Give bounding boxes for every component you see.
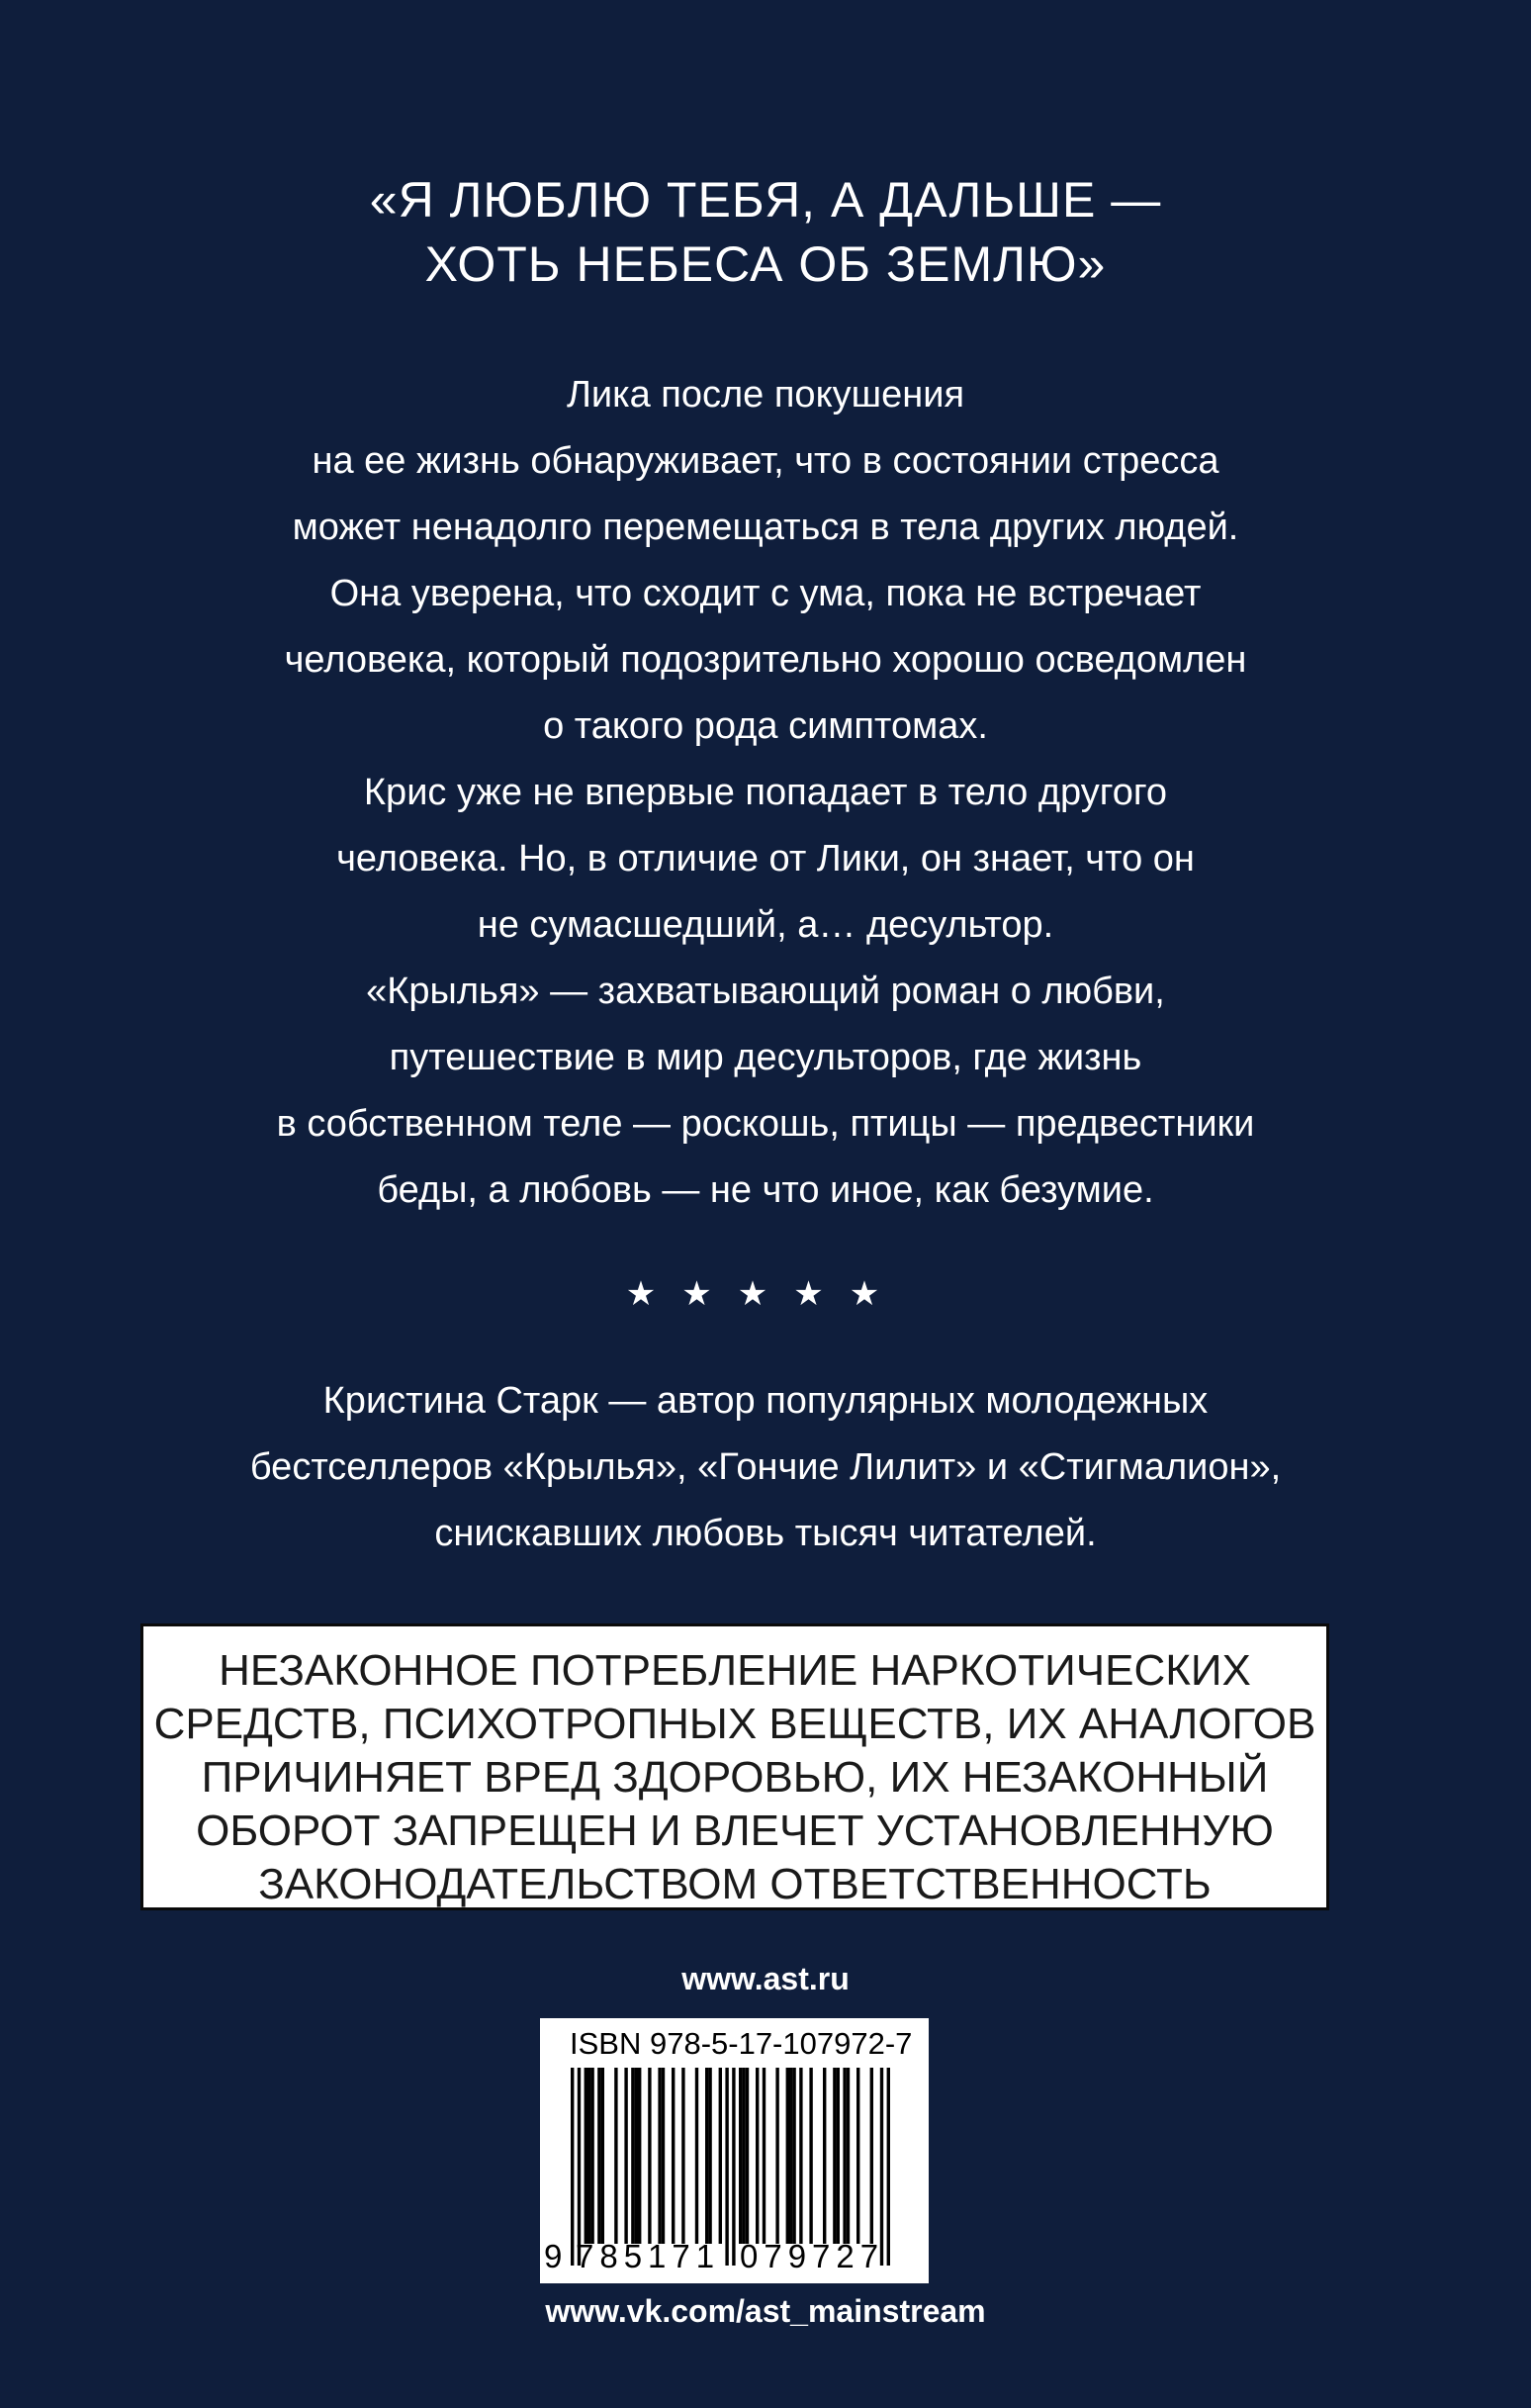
barcode-bar — [635, 2068, 638, 2244]
tagline-line-2: ХОТЬ НЕБЕСА ОБ ЗЕМЛЮ» — [424, 236, 1107, 292]
barcode-bar — [614, 2068, 617, 2244]
barcode-bar — [843, 2068, 846, 2244]
barcode-bar — [648, 2068, 651, 2244]
warning-line: СРЕДСТВ, ПСИХОТРОПНЫХ ВЕЩЕСТВ, ИХ АНАЛОГОВ — [153, 1700, 1316, 1748]
ean-digits — [540, 2238, 929, 2277]
warning-line: ОБОРОТ ЗАПРЕЩЕН И ВЛЕЧЕТ УСТАНОВЛЕННУЮ — [196, 1806, 1274, 1855]
blurb-line: человека. Но, в отличие от Лики, он знает, что он — [336, 838, 1195, 880]
barcode-guard-bar — [732, 2068, 735, 2266]
blurb-line: Крис уже не впервые попадает в тело другого — [363, 772, 1168, 813]
barcode-bar — [809, 2068, 812, 2244]
barcode-bar — [719, 2068, 722, 2244]
barcode-bar — [756, 2068, 759, 2244]
barcode-bar — [631, 2068, 634, 2244]
blurb-line: «Крылья» — захватывающий роман о любви, — [366, 971, 1165, 1012]
warning-line: ПРИЧИНЯЕТ ВРЕД ЗДОРОВЬЮ, ИХ НЕЗАКОННЫЙ — [201, 1753, 1269, 1802]
barcode-guard-bar — [880, 2068, 883, 2266]
ean-left-group: 785171 — [576, 2238, 721, 2274]
author-bio — [0, 1368, 1531, 1567]
blurb-line: не сумасшедший, а… десультор. — [477, 904, 1054, 946]
barcode-bar — [681, 2068, 684, 2244]
ean-first-digit: 9 — [544, 2238, 563, 2274]
barcode-bar — [856, 2068, 859, 2244]
tagline-line-1: «Я ЛЮБЛЮ ТЕБЯ, А ДАЛЬШЕ — — [369, 172, 1162, 228]
author-line: бестселлеров «Крылья», «Гончие Лилит» и «Стигмалион», — [249, 1446, 1282, 1488]
barcode-bar — [601, 2068, 604, 2244]
barcode-guard-bar — [571, 2068, 574, 2266]
blurb-line: человека, который подозрительно хорошо осведомлен — [284, 639, 1247, 681]
barcode-bar — [746, 2068, 749, 2244]
blurb-line: Лика после покушения — [566, 374, 965, 416]
vk-link[interactable]: www.vk.com/ast_mainstream — [545, 2293, 986, 2329]
blurb-line: на ее жизнь обнаруживает, что в состоянии стресса — [312, 440, 1219, 482]
barcode-bar — [837, 2068, 840, 2244]
barcode-bar — [590, 2068, 593, 2244]
barcode-bar — [587, 2068, 590, 2244]
barcode-bar — [672, 2068, 675, 2244]
barcode-guard-bar — [887, 2068, 890, 2266]
barcode-bar — [792, 2068, 795, 2244]
barcode-bar — [624, 2068, 627, 2244]
blurb-line: может ненадолго перемещаться в тела других людей. — [292, 507, 1239, 548]
barcode-bar — [833, 2068, 836, 2244]
blurb-line: о такого рода симптомах. — [543, 705, 988, 747]
barcode-bar — [799, 2068, 802, 2244]
author-line: Кристина Старк — автор популярных молодежных — [322, 1380, 1209, 1422]
blurb-line: беды, а любовь — не что иное, как безумие. — [377, 1169, 1154, 1211]
barcode-bar — [708, 2068, 711, 2244]
barcode-guard-bar — [578, 2068, 581, 2266]
barcode-bar — [847, 2068, 850, 2244]
author-line: снискавших любовь тысяч читателей. — [434, 1513, 1097, 1554]
barcode-bar — [823, 2068, 826, 2244]
blurb-line: Она уверена, что сходит с ума, пока не встречает — [329, 573, 1202, 614]
barcode-bar — [786, 2068, 789, 2244]
ean-right-group: 079727 — [740, 2238, 885, 2274]
barcode-bar — [658, 2068, 661, 2244]
warning-line: ЗАКОНОДАТЕЛЬСТВОМ ОТВЕТСТВЕННОСТЬ — [258, 1860, 1212, 1908]
barcode-bar — [789, 2068, 792, 2244]
blurb-line: путешествие в мир десульторов, где жизнь — [389, 1037, 1142, 1078]
barcode-bar — [763, 2068, 766, 2244]
blurb-line: в собственном теле — роскошь, птицы — предвестники — [276, 1103, 1255, 1145]
barcode-bar — [739, 2068, 742, 2244]
warning-line: НЕЗАКОННОЕ ПОТРЕБЛЕНИЕ НАРКОТИЧЕСКИХ — [219, 1646, 1251, 1695]
isbn-number: ISBN 978-5-17-107972-7 — [570, 2026, 913, 2061]
barcode-bar — [597, 2068, 600, 2244]
barcode-bar — [638, 2068, 641, 2244]
barcode-bar — [662, 2068, 665, 2244]
star-divider: ★★★★★ — [625, 1274, 906, 1314]
barcode-guard-bar — [725, 2068, 728, 2266]
legal-warning-box — [140, 1623, 1329, 1910]
barcode-bar — [775, 2068, 778, 2244]
barcode-bar — [585, 2068, 587, 2244]
barcode-bar — [870, 2068, 873, 2244]
website-link[interactable]: www.ast.ru — [681, 1961, 850, 1996]
barcode — [540, 2018, 929, 2283]
barcode-bar — [742, 2068, 745, 2244]
book-blurb — [0, 362, 1531, 1224]
barcode-bar — [705, 2068, 708, 2244]
tagline — [0, 168, 1531, 297]
barcode-bar — [695, 2068, 698, 2244]
